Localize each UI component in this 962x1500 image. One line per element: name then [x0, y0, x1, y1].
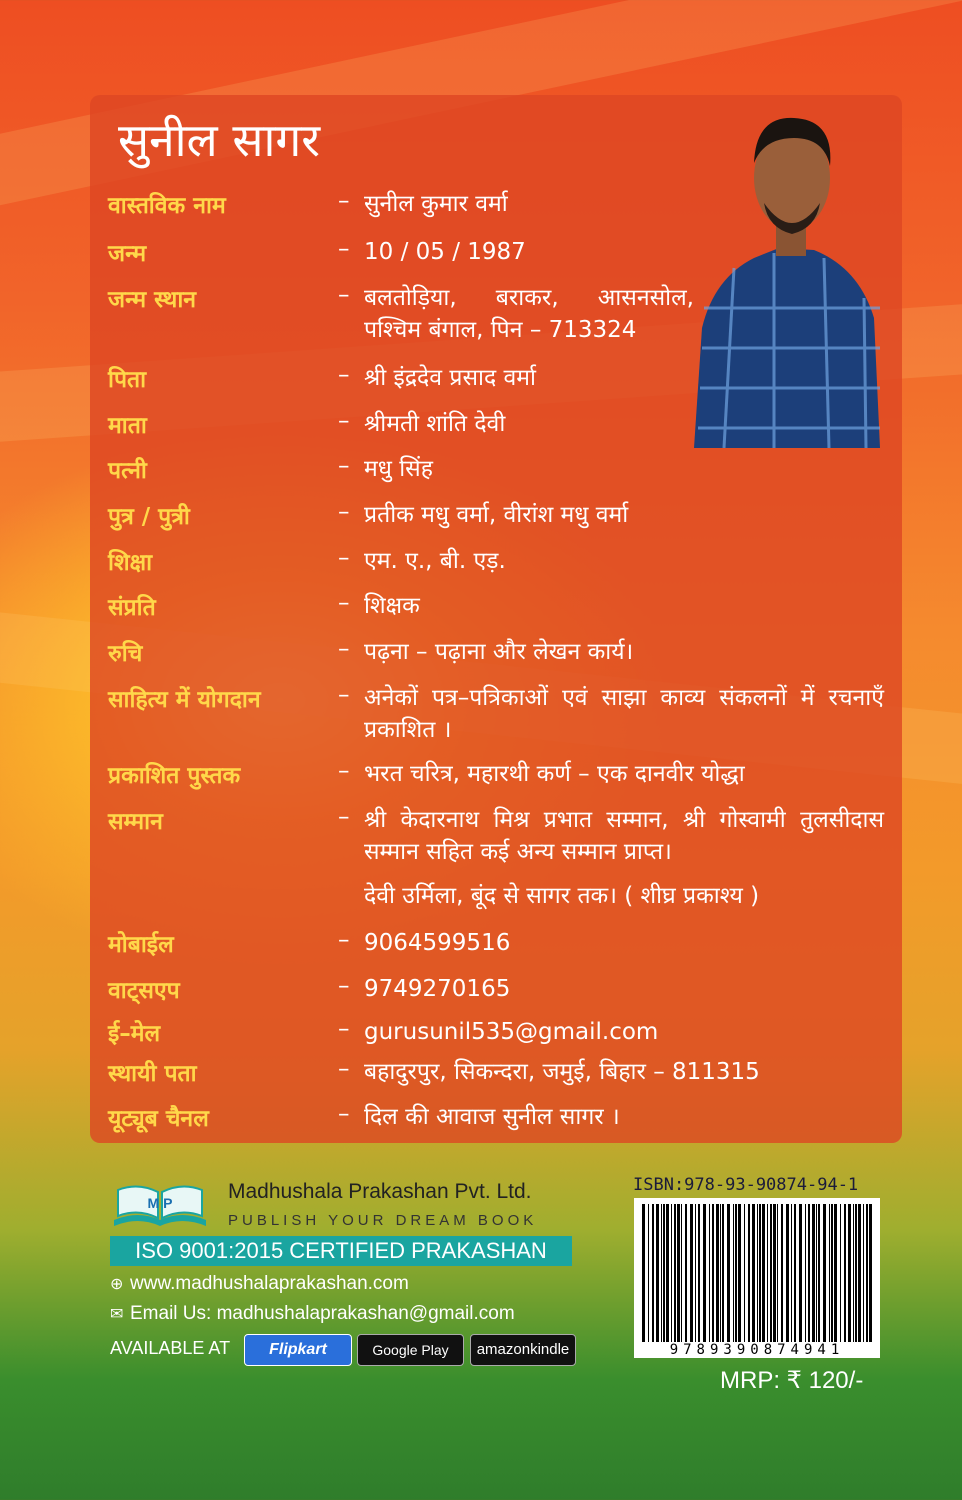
author-photo — [684, 108, 884, 448]
barcode-bar — [652, 1204, 654, 1342]
bio-label: मोबाईल — [108, 932, 174, 958]
publisher-block — [110, 1170, 590, 1370]
bio-dash: – — [338, 408, 350, 434]
bio-value: अनेकों पत्र–पत्रिकाओं एवं साझा काव्य संकलनों में रचनाएँ प्रकाशित । — [364, 685, 884, 743]
barcode-bar — [666, 1204, 669, 1342]
bio-label: वास्तविक नाम — [108, 193, 226, 219]
barcode-bar — [762, 1204, 765, 1342]
flipkart-badge[interactable]: Flipkart — [244, 1334, 352, 1366]
barcode-bar — [823, 1204, 826, 1342]
barcode-bar — [685, 1204, 687, 1342]
iso-banner: ISO 9001:2015 CERTIFIED PRAKASHAN — [110, 1236, 572, 1266]
bio-value: भरत चरित्र, महारथी कर्ण – एक दानवीर योद्धा — [364, 761, 745, 787]
barcode-bar — [735, 1204, 737, 1342]
bio-dash: – — [338, 804, 350, 830]
bio-value: शिक्षक — [364, 593, 420, 619]
bio-dash: – — [338, 499, 350, 525]
barcode-bar — [681, 1204, 682, 1342]
barcode-bar — [709, 1204, 710, 1342]
barcode-bar — [752, 1204, 755, 1342]
bio-dash: – — [338, 973, 350, 999]
barcode-bar — [744, 1204, 745, 1342]
publisher-logo — [110, 1176, 210, 1228]
bio-label: शिक्षा — [108, 550, 153, 576]
barcode-bar — [738, 1204, 741, 1342]
bio-label: सम्मान — [108, 809, 163, 835]
logo-letters: M P — [147, 1195, 173, 1211]
publisher-name: Madhushala Prakashan Pvt. Ltd. — [228, 1180, 532, 1203]
barcode-bar — [712, 1204, 714, 1342]
bio-value: बहादुरपुर, सिकन्दरा, जमुई, बिहार – 811315 — [364, 1059, 760, 1085]
bio-label: साहित्य में योगदान — [108, 687, 261, 713]
barcode-bar — [690, 1204, 693, 1342]
barcode-bar — [786, 1204, 789, 1342]
barcode-bar — [866, 1204, 868, 1342]
barcode-bar — [818, 1204, 820, 1342]
bio-value: gurusunil535@gmail.com — [364, 1019, 659, 1045]
barcode-bar — [703, 1204, 706, 1342]
barcode-bar — [799, 1204, 802, 1342]
bio-label: स्थायी पता — [108, 1061, 197, 1087]
bio-value: मधु सिंह — [364, 456, 433, 482]
barcode-bar — [794, 1204, 796, 1342]
bio-label: वाट्सएप — [108, 978, 180, 1004]
envelope-icon: ✉ — [110, 1306, 124, 1323]
email-line — [110, 1303, 515, 1325]
bio-label: पत्नी — [108, 458, 147, 484]
bio-value: श्री इंद्रदेव प्रसाद वर्मा — [364, 365, 536, 391]
bio-label: पिता — [108, 367, 147, 393]
bio-value: श्री केदारनाथ मिश्र प्रभात सम्मान, श्री गोस्वामी तुलसीदास सम्मान सहित कई अन्य सम्मान प्राप्त। — [364, 807, 884, 865]
author-name: सुनील सागर — [118, 113, 321, 167]
bio-dash: – — [338, 362, 350, 388]
barcode-bar — [829, 1204, 830, 1342]
isbn-text: ISBN:978-93-90874-94-1 — [633, 1175, 859, 1195]
barcode-bar — [869, 1204, 872, 1342]
barcode-bar — [770, 1204, 772, 1342]
bio-value-extra: देवी उर्मिला, बूंद से सागर तक। ( शीघ्र प्रकाश्य ) — [364, 883, 760, 909]
google-play-badge[interactable]: Google Play — [357, 1334, 464, 1366]
barcode-bar — [767, 1204, 768, 1342]
bio-label: जन्म स्थान — [108, 287, 197, 313]
barcode-bar — [858, 1204, 861, 1342]
barcode — [634, 1198, 880, 1358]
bio-value: एम. ए., बी. एड़. — [364, 548, 506, 574]
bio-dash: – — [338, 282, 350, 308]
barcode-bar — [727, 1204, 730, 1342]
bio-dash: – — [338, 1101, 350, 1127]
publisher-tagline: PUBLISH YOUR DREAM BOOK — [228, 1212, 538, 1229]
bio-label: यूट्यूब चैनल — [108, 1106, 209, 1132]
barcode-digits: 9789390874941 — [634, 1342, 880, 1358]
barcode-bar — [777, 1204, 778, 1342]
bio-label: जन्म — [108, 241, 147, 267]
bio-label: पुत्र / पुत्री — [108, 504, 190, 530]
barcode-bar — [716, 1204, 719, 1342]
bio-label: माता — [108, 413, 147, 439]
barcode-bar — [695, 1204, 696, 1342]
barcode-bar — [661, 1204, 662, 1342]
barcode-bar — [677, 1204, 680, 1342]
bio-value: प्रतीक मधु वर्मा, वीरांश मधु वर्मा — [364, 502, 629, 528]
bio-dash: – — [338, 590, 350, 616]
bio-dash: – — [338, 1056, 350, 1082]
bio-value: सुनील कुमार वर्मा — [364, 191, 508, 217]
barcode-bar — [648, 1204, 649, 1342]
mrp-price: MRP: ₹ 120/- — [720, 1367, 864, 1394]
barcode-bar — [863, 1204, 864, 1342]
barcode-bar — [848, 1204, 851, 1342]
bio-value: 10 / 05 / 1987 — [364, 239, 526, 265]
barcode-bar — [759, 1204, 761, 1342]
barcode-bar — [733, 1204, 734, 1342]
barcode-bar — [671, 1204, 672, 1342]
barcode-bar — [656, 1204, 659, 1342]
barcode-bar — [773, 1204, 776, 1342]
bio-value: पढ़ना – पढ़ाना और लेखन कार्य। — [364, 639, 634, 665]
bio-label: संप्रति — [108, 595, 156, 621]
barcode-bar — [855, 1204, 857, 1342]
bio-dash: – — [338, 545, 350, 571]
bio-label: ई–मेल — [108, 1021, 161, 1047]
barcode-bar — [642, 1204, 645, 1342]
barcode-bar — [791, 1204, 792, 1342]
barcode-bar — [853, 1204, 854, 1342]
barcode-bar — [748, 1204, 750, 1342]
email-link[interactable]: Email Us: madhushalaprakashan@gmail.com — [130, 1303, 515, 1324]
bio-dash: – — [338, 758, 350, 784]
bio-value: 9064599516 — [364, 930, 511, 956]
barcode-bar — [840, 1204, 841, 1342]
amazon-kindle-badge[interactable]: amazonkindle — [470, 1334, 576, 1366]
available-at-label: AVAILABLE AT — [110, 1338, 231, 1358]
website-line — [110, 1273, 409, 1295]
barcode-bar — [720, 1204, 721, 1342]
barcode-bar — [757, 1204, 758, 1342]
barcode-bar — [844, 1204, 846, 1342]
bio-label: प्रकाशित पुस्तक — [108, 763, 241, 789]
bio-dash: – — [338, 236, 350, 262]
barcode-bar — [816, 1204, 817, 1342]
barcode-bar — [674, 1204, 676, 1342]
globe-icon: ⊕ — [110, 1276, 124, 1293]
barcode-bar — [831, 1204, 833, 1342]
barcode-bar — [698, 1204, 700, 1342]
bio-value: दिल की आवाज सुनील सागर । — [364, 1104, 620, 1130]
bio-dash: – — [338, 927, 350, 953]
barcode-bar — [781, 1204, 783, 1342]
bio-dash: – — [338, 1016, 350, 1042]
bio-dash: – — [338, 188, 350, 214]
bio-value: श्रीमती शांति देवी — [364, 411, 506, 437]
bio-value: 9749270165 — [364, 976, 511, 1002]
bio-dash: – — [338, 682, 350, 708]
bio-dash: – — [338, 636, 350, 662]
website-link[interactable]: www.madhushalaprakashan.com — [130, 1273, 409, 1294]
barcode-bar — [808, 1204, 810, 1342]
barcode-bar — [834, 1204, 837, 1342]
barcode-bar — [722, 1204, 724, 1342]
bio-label: रुचि — [108, 641, 143, 667]
barcode-bar — [663, 1204, 665, 1342]
barcode-bar — [812, 1204, 815, 1342]
bio-dash: – — [338, 453, 350, 479]
barcode-bar — [805, 1204, 806, 1342]
bio-value: बलतोड़िया, बराकर, आसनसोल, पश्चिम बंगाल, पिन – 713324 — [364, 285, 694, 343]
